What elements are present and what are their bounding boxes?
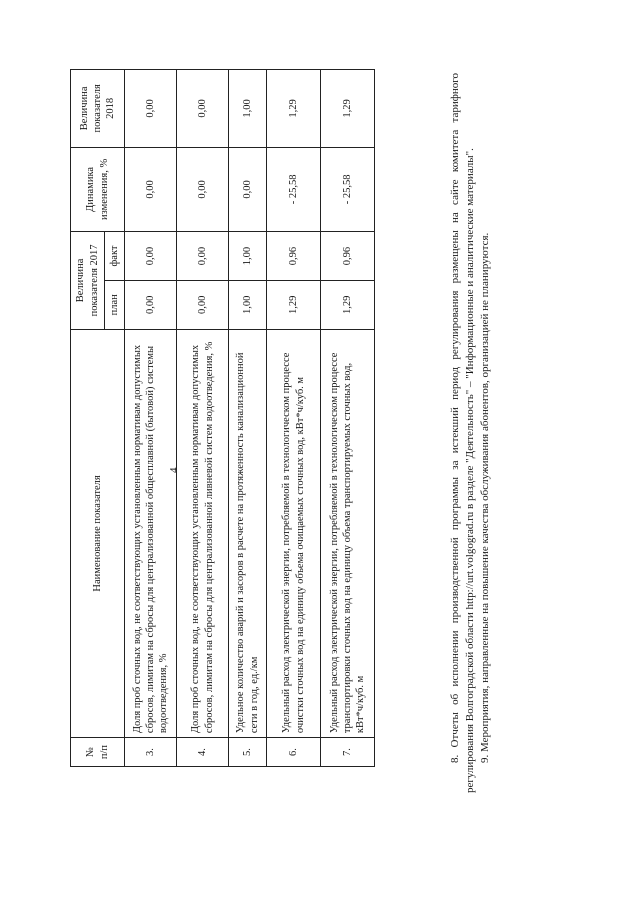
- row-name: Удельное количество аварий и засоров в расчете на протяженность канализационной сети в год, ед./км: [229, 329, 267, 737]
- row-dynamics: - 25,58: [267, 147, 321, 231]
- header-num: № п/п: [71, 738, 125, 767]
- row-value-2018: 1,00: [229, 70, 267, 148]
- row-fact: 0,96: [321, 232, 375, 281]
- header-name: Наименование показателя: [71, 329, 125, 737]
- table-row: [125, 70, 177, 767]
- row-name: Удельный расход электрической энергии, потребляемой в технологическом процессе очистки сточных вод на единицу объема очищаемых сточных вод, кВт*ч/куб. м: [267, 329, 321, 737]
- row-name: Доля проб сточных вод, не соответствующих установленным нормативам допустимых сбросов, лимитам на сбросы для централизованной общесплавной (бытовой) системы водоотведения, %: [125, 329, 177, 737]
- row-plan: 1,29: [321, 280, 375, 329]
- header-value-2018: Величина показателя 2018: [71, 70, 125, 148]
- paragraph-9: 9. Мероприятия, направленные на повышение качества обслуживания абонентов, организацией не планируются.: [479, 232, 491, 763]
- row-plan: 1,00: [229, 280, 267, 329]
- row-value-2018: 0,00: [177, 70, 229, 148]
- row-value-2018: 0,00: [125, 70, 177, 148]
- row-num: 7.: [321, 738, 375, 767]
- header-value-2017: Величина показателя 2017: [71, 232, 105, 330]
- row-num: 3.: [125, 738, 177, 767]
- table-row: [321, 70, 375, 767]
- paragraph-8: 8. Отчеты об исполнении производственной программы за истекший период регулирования размещены на сайте комитета тарифного регулирования Волгоградской области http://urt.volgograd.ru в разделе "Деятельность" – "Информационные и аналитические материалы".: [449, 73, 476, 793]
- header-fact: факт: [105, 232, 125, 281]
- row-fact: 0,96: [267, 232, 321, 281]
- row-num: 5.: [229, 738, 267, 767]
- row-dynamics: - 25,58: [321, 147, 375, 231]
- header-plan: план: [105, 280, 125, 329]
- row-name: Доля проб сточных вод, не соответствующих установленным нормативам допустимых сбросов, лимитам на сбросы для централизованной ливневой систем водоотведения, %: [177, 329, 229, 737]
- header-row: [71, 70, 105, 767]
- row-num: 4.: [177, 738, 229, 767]
- row-dynamics: 0,00: [177, 147, 229, 231]
- row-name: Удельный расход электрической энергии, потребляемой в технологическом процессе транспортировки сточных вод на единицу объема транспортируемых сточных вод, кВт*ч/куб. м: [321, 329, 375, 737]
- row-num: 6.: [267, 738, 321, 767]
- row-fact: 0,00: [177, 232, 229, 281]
- table-row: [177, 70, 229, 767]
- row-value-2018: 1,29: [321, 70, 375, 148]
- row-dynamics: 0,00: [229, 147, 267, 231]
- row-plan: 0,00: [177, 280, 229, 329]
- row-fact: 1,00: [229, 232, 267, 281]
- footer-text: [448, 73, 493, 793]
- indicators-table: [70, 69, 375, 767]
- row-dynamics: 0,00: [125, 147, 177, 231]
- row-value-2018: 1,29: [267, 70, 321, 148]
- header-dynamics: Динамика изменения, %: [71, 147, 125, 231]
- row-fact: 0,00: [125, 232, 177, 281]
- table-row: [267, 70, 321, 767]
- page-number: 4: [168, 467, 180, 473]
- table-row: [229, 70, 267, 767]
- row-plan: 0,00: [125, 280, 177, 329]
- row-plan: 1,29: [267, 280, 321, 329]
